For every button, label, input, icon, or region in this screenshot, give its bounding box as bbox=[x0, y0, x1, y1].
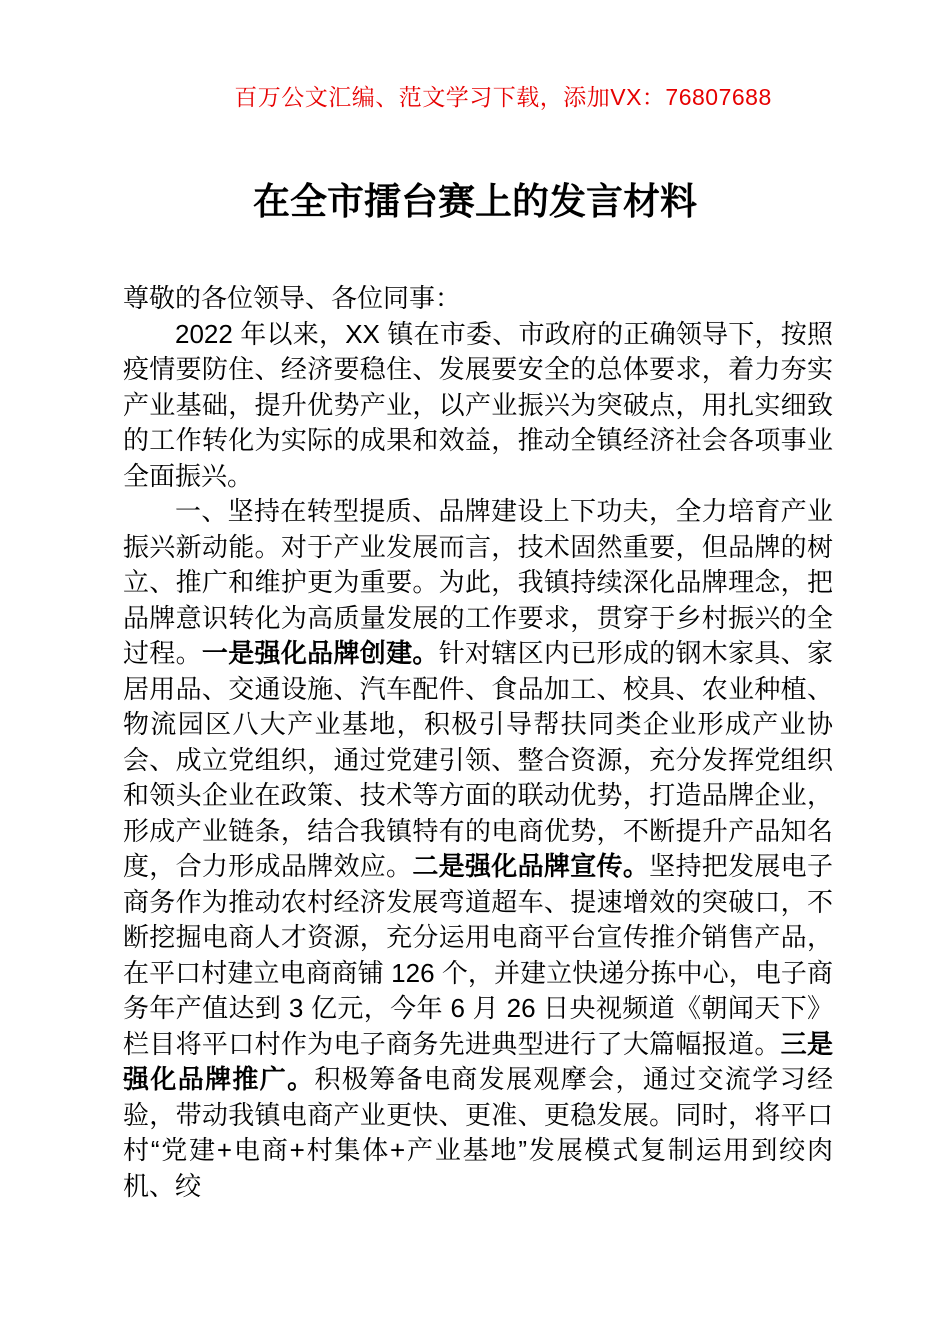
text-run: 一、坚持在转型提质、品牌建设上下功夫，全力培育产业振兴新动能。对于产业发展而言，技术固然重要，但品牌的树立、推广和维护更为重要。为此，我镇持续深化品牌理念，把品牌意识转化为高质量发展的工作要求，贯穿于乡村振兴的全过程。 bbox=[123, 496, 833, 668]
document-body bbox=[123, 281, 833, 1204]
bold-run: 三是强化品牌推广。 bbox=[123, 1028, 833, 1094]
paragraph-intro bbox=[123, 317, 833, 495]
text-run: 积极筹备电商发展观摩会，通过交流学习经验，带动我镇电商产业更快、更准、更稳发展。同时，将平口村“党建+电商+村集体+产业基地”发展模式复制运用到绞肉机、绞 bbox=[123, 1064, 833, 1201]
bold-run: 二是强化品牌宣传。 bbox=[412, 851, 650, 881]
document-title: 在全市擂台赛上的发言材料 bbox=[253, 181, 697, 222]
greeting-line: 尊敬的各位领导、各位同事： bbox=[123, 283, 462, 313]
text-run: 2022 年以来，XX 镇在市委、市政府的正确领导下，按照疫情要防住、经济要稳住、发展要安全的总体要求，着力夯实产业基础，提升优势产业，以产业振兴为突破点，用扎实细致的工作转化为实际的成果和效益，推动全镇经济社会各项事业全面振兴。 bbox=[123, 318, 833, 491]
text-run: 针对辖区内已形成的钢木家具、家居用品、交通设施、汽车配件、食品加工、校具、农业种植、物流园区八大产业基地，积极引导帮扶同类企业形成产业协会、成立党组织，通过党建引领、整合资源，充分发挥党组织和领头企业在政策、技术等方面的联动优势，打造品牌企业，形成产业链条，结合我镇特有的电商优势，不断提升产品知名度，合力形成品牌效应。 bbox=[123, 638, 833, 881]
bold-run: 一是强化品牌创建。 bbox=[201, 638, 439, 668]
watermark-notice: 百万公文汇编、范文学习下载，添加VX：76807688 bbox=[234, 84, 772, 110]
text-run: 坚持把发展电子商务作为推动农村经济发展弯道超车、提速增效的突破口，不断挖掘电商人才资源，充分运用电商平台宣传推介销售产品，在平口村建立电商商铺 126 个，并建立快递分拣中心，电子商务年产值达到 3 亿元，今年 6 月 26 日央视频道《朝闻天下》栏目将平口村作为电子商务先进典型进行了大篇幅报道。 bbox=[123, 851, 833, 1059]
paragraph-section-one bbox=[123, 494, 833, 1204]
